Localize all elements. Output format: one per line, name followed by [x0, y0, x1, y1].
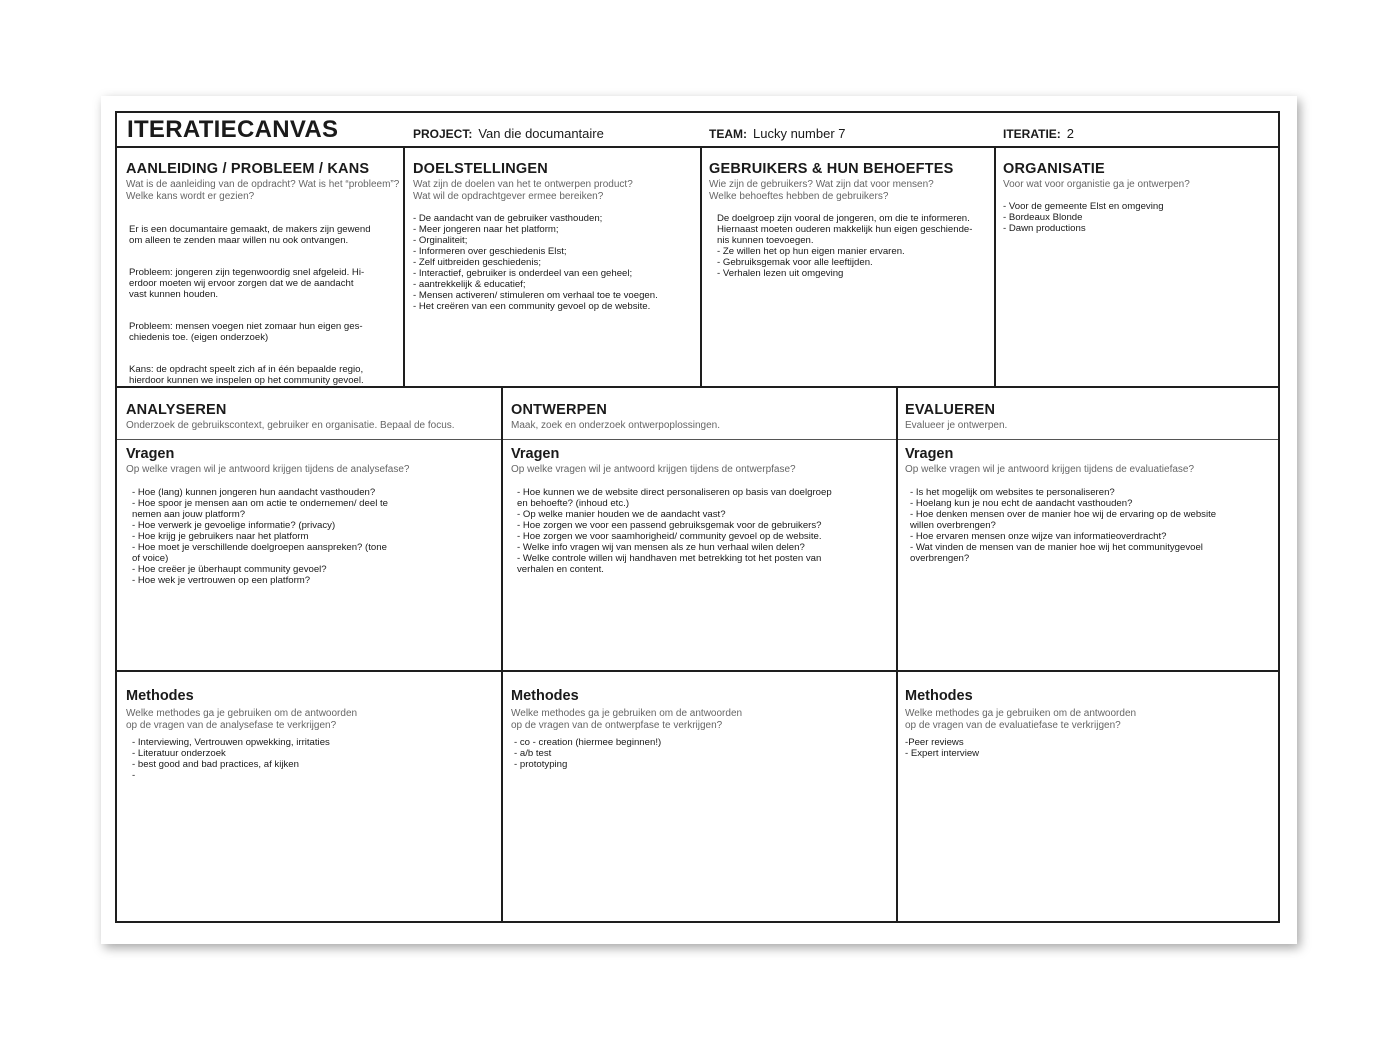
list-item: - prototyping	[514, 759, 568, 770]
list-item: - Mensen activeren/ stimuleren om verhaal toe te voegen.	[413, 290, 658, 301]
list-item: -Peer reviews	[905, 737, 964, 748]
list-item: - Hoe krijg je gebruikers naar het platform	[132, 531, 309, 542]
list-item: - aantrekkelijk & educatief;	[413, 279, 526, 290]
vragen-list	[132, 487, 496, 586]
analyseren-header	[126, 401, 496, 432]
evalueren-header	[905, 401, 1275, 432]
gebruikers-body: De doelgroep zijn vooral de jongeren, om die te informeren. Hiernaast moeten ouderen makkelijk hun eigen geschiende- nis kunnen toevoegen. - Ze willen het op hun eigen manier ervaren. - Gebruiksgemak voor alle leeftijden. - Verhalen lezen uit omgeving	[717, 213, 973, 279]
ontwerpen-heading: ONTWERPEN	[511, 402, 608, 418]
organisatie-list	[1003, 201, 1271, 234]
methodes-list	[132, 737, 496, 781]
divider	[117, 439, 1278, 440]
list-item: - Hoe denken mensen over de manier hoe wij de ervaring op de website willen overbrengen?	[910, 509, 1217, 531]
list-item: - Hoe kunnen we de website direct personaliseren op basis van doelgroep en behoefte? (inhoud etc.)	[517, 487, 832, 509]
gebruikers-heading: GEBRUIKERS & HUN BEHOEFTES	[709, 161, 954, 177]
evalueren-subtitle: Evalueer je ontwerpen.	[905, 420, 1008, 431]
methodes-subtitle: Welke methodes ga je gebruiken om de antwoorden op de vragen van de evaluatiefase te verkrijgen?	[905, 708, 1137, 731]
ontwerpen-header	[511, 401, 891, 432]
vragen-heading: Vragen	[511, 446, 560, 462]
list-item: - Wat vinden de mensen van de manier hoe wij het communitygevoel overbrengen?	[910, 542, 1203, 564]
list-item: - Expert interview	[905, 748, 980, 759]
aanleiding-heading: AANLEIDING / PROBLEEM / KANS	[126, 161, 370, 177]
list-item: - Welke info vragen wij van mensen als ze hun verhaal wilen delen?	[517, 542, 805, 553]
divider	[994, 147, 996, 387]
aanleiding-body	[129, 213, 401, 407]
divider	[700, 147, 702, 387]
list-item: - Orginaliteit;	[413, 235, 468, 246]
iteratie-value: 2	[1066, 126, 1075, 141]
methodes-heading: Methodes	[511, 688, 579, 704]
analyseren-vragen	[126, 445, 496, 586]
list-item: - Hoe moet je verschillende doelgroepen aanspreken? (tone of voice)	[132, 542, 387, 564]
list-item: - De aandacht van de gebruiker vasthouden;	[413, 213, 603, 224]
team-meta	[709, 126, 846, 141]
list-item: - a/b test	[514, 748, 552, 759]
vragen-heading: Vragen	[905, 446, 954, 462]
list-item: - Literatuur onderzoek	[132, 748, 226, 759]
iteratie-meta	[1003, 126, 1074, 141]
list-item: - Hoe zorgen we voor een passend gebruiksgemak voor de gebruikers?	[517, 520, 822, 531]
iteratiecanvas	[115, 111, 1280, 923]
gebruikers-subtitle: Wie zijn de gebruikers? Wat zijn dat voor mensen? Welke behoeftes hebben de gebruikers?	[709, 179, 934, 202]
methodes-subtitle: Welke methodes ga je gebruiken om de antwoorden op de vragen van de ontwerpfase te verkrijgen?	[511, 708, 743, 731]
divider	[501, 387, 503, 923]
list-item: - Hoe wek je vertrouwen op een platform?	[132, 575, 311, 586]
analyseren-subtitle: Onderzoek de gebruikscontext, gebruiker en organisatie. Bepaal de focus.	[126, 420, 455, 431]
aanleiding-subtitle: Wat is de aanleiding van de opdracht? Wat is het “probleem”? Welke kans wordt er gezien?	[126, 179, 400, 202]
list-item: - Hoelang kun je nou echt de aandacht vasthouden?	[910, 498, 1133, 509]
list-item: - Dawn productions	[1003, 223, 1086, 234]
project-label: PROJECT:	[413, 127, 473, 141]
organisatie-section	[1003, 160, 1271, 234]
vragen-subtitle: Op welke vragen wil je antwoord krijgen tijdens de ontwerpfase?	[511, 464, 796, 475]
list-item: - Is het mogelijk om websites te personaliseren?	[910, 487, 1115, 498]
list-item: - Meer jongeren naar het platform;	[413, 224, 559, 235]
list-item: - Hoe creëer je überhaupt community gevoel?	[132, 564, 327, 575]
organisatie-heading: ORGANISATIE	[1003, 161, 1105, 177]
list-item: - Hoe spoor je mensen aan om actie te ondernemen/ deel te nemen aan jouw platform?	[132, 498, 388, 520]
methodes-heading: Methodes	[126, 688, 194, 704]
list-item: - Informeren over geschiedenis Elst;	[413, 246, 567, 257]
project-value: Van die documantaire	[478, 126, 604, 141]
aanleiding-section	[126, 160, 401, 407]
list-item: - co - creation (hiermee beginnen!)	[514, 737, 662, 748]
ontwerpen-subtitle: Maak, zoek en onderzoek ontwerpoplossingen.	[511, 420, 721, 431]
list-item: - Hoe verwerk je gevoelige informatie? (privacy)	[132, 520, 336, 531]
divider	[896, 387, 898, 923]
vragen-list	[517, 487, 891, 575]
list-item: - Op welke manier houden we de aandacht vast?	[517, 509, 726, 520]
list-item: - Welke controle willen wij handhaven met betrekking tot het posten van verhalen en content.	[517, 553, 822, 575]
page-title: ITERATIECANVAS	[127, 116, 339, 143]
doelstellingen-list	[413, 213, 696, 312]
iteratie-label: ITERATIE:	[1003, 127, 1061, 141]
list-item: - Hoe zorgen we voor saamhorigheid/ community gevoel op de website.	[517, 531, 822, 542]
list-item: - Hoe ervaren mensen onze wijze van informatieoverdracht?	[910, 531, 1167, 542]
paragraph: Probleem: jongeren zijn tegenwoordig snel afgeleid. Hi- erdoor moeten wij ervoor zorgen dat we de aandacht vast kunnen houden.	[129, 267, 365, 300]
evalueren-vragen	[905, 445, 1275, 564]
list-item: - Zelf uitbreiden geschiedenis;	[413, 257, 541, 268]
organisatie-subtitle: Voor wat voor organistie ga je ontwerpen?	[1003, 179, 1190, 190]
vragen-heading: Vragen	[126, 446, 175, 462]
list-item: - Interactief, gebruiker is onderdeel van een geheel;	[413, 268, 633, 279]
list-item: -	[132, 770, 136, 781]
ontwerpen-methodes	[511, 687, 891, 770]
analyseren-methodes	[126, 687, 496, 781]
vragen-subtitle: Op welke vragen wil je antwoord krijgen tijdens de analysefase?	[126, 464, 410, 475]
methodes-subtitle: Welke methodes ga je gebruiken om de antwoorden op de vragen van de analysefase te verkrijgen?	[126, 708, 358, 731]
list-item: - Hoe (lang) kunnen jongeren hun aandacht vasthouden?	[132, 487, 376, 498]
methodes-heading: Methodes	[905, 688, 973, 704]
list-item: - best good and bad practices, af kijken	[132, 759, 299, 770]
doelstellingen-section	[413, 160, 696, 312]
divider	[403, 147, 405, 387]
paragraph: Er is een documantaire gemaakt, de makers zijn gewend om alleen te zenden maar willen nu ook ontvangen.	[129, 224, 371, 246]
list-item: - Het creëren van een community gevoel op de website.	[413, 301, 651, 312]
methodes-list	[905, 737, 1275, 759]
evalueren-heading: EVALUEREN	[905, 402, 996, 418]
divider	[117, 670, 1278, 672]
list-item: - Voor de gemeente Elst en omgeving	[1003, 201, 1164, 212]
list-item: - Interviewing, Vertrouwen opwekking, irritaties	[132, 737, 330, 748]
team-label: TEAM:	[709, 127, 747, 141]
analyseren-heading: ANALYSEREN	[126, 402, 227, 418]
divider	[117, 146, 1278, 148]
canvas-sheet	[101, 96, 1297, 944]
doelstellingen-heading: DOELSTELLINGEN	[413, 161, 548, 177]
doelstellingen-subtitle: Wat zijn de doelen van het te ontwerpen product? Wat wil de opdrachtgever ermee bereiken?	[413, 179, 633, 202]
vragen-subtitle: Op welke vragen wil je antwoord krijgen tijdens de evaluatiefase?	[905, 464, 1195, 475]
methodes-list	[514, 737, 891, 770]
evalueren-methodes	[905, 687, 1275, 759]
team-value: Lucky number 7	[753, 126, 846, 141]
gebruikers-section	[709, 160, 991, 279]
list-item: - Bordeaux Blonde	[1003, 212, 1083, 223]
ontwerpen-vragen	[511, 445, 891, 575]
vragen-list	[910, 487, 1275, 564]
project-meta	[413, 126, 604, 141]
paragraph: Probleem: mensen voegen niet zomaar hun eigen ges- chiedenis toe. (eigen onderzoek)	[129, 321, 363, 343]
paragraph: Kans: de opdracht speelt zich af in één bepaalde regio, hierdoor kunnen we inspelen op het community gevoel.	[129, 364, 364, 386]
